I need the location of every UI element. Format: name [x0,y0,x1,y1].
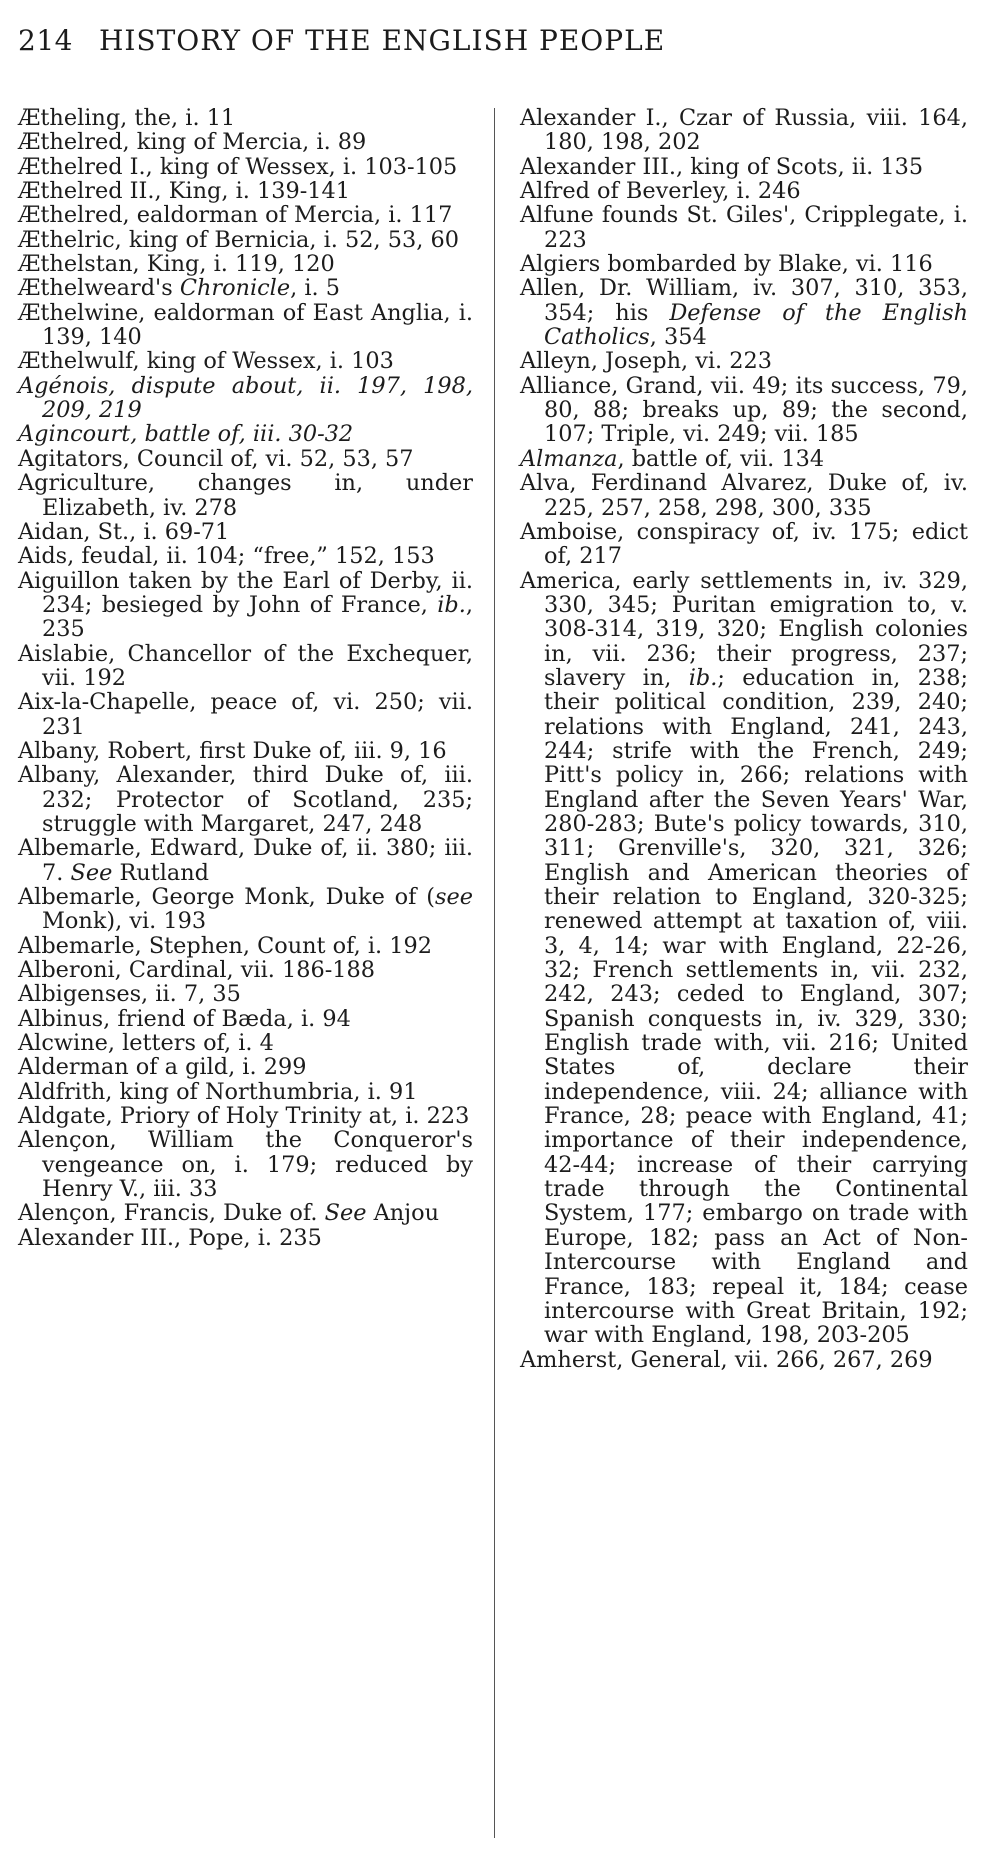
entry-text: ib. [437,591,466,618]
entry-text: Aislabie, Chancellor of the Exchequer, vii. 192 [18,640,473,691]
index-entry [18,569,473,642]
entry-text: , 235 [42,591,473,643]
index-entry [18,349,473,373]
index-entry [18,1031,473,1055]
entry-text: Aix-la-Chapelle, peace of, vi. 250; vii. 231 [18,689,473,740]
page-number: 214 [18,24,73,57]
index-entry [18,520,473,544]
index-entry [18,106,473,130]
running-header [18,24,958,72]
index-entry [18,544,473,568]
entry-text: Alençon, William the Conqueror's vengeance on, i. 179; reduced by Henry V., iii. 33 [18,1127,473,1203]
entry-text: Albemarle, Edward, Duke of, ii. 380; iii. 7. [18,835,473,886]
index-entry [18,690,473,739]
entry-text: Alcwine, letters of, i. 4 [18,1030,274,1057]
running-title: HISTORY OF THE ENGLISH PEOPLE [98,24,666,57]
entry-text: Alderman of a gild, i. 299 [18,1054,307,1081]
entry-text: Monk), vi. 193 [42,908,207,935]
index-entry [520,447,968,471]
entry-text: Æthelred, ealdorman of Mercia, i. 117 [18,202,453,229]
index-entry [18,1201,473,1225]
index-entry [520,179,968,203]
entry-text: , i. 5 [290,275,340,302]
index-entry [520,203,968,252]
entry-text: Æthelwulf, king of Wessex, i. 103 [18,348,394,375]
entry-text: Alexander III., king of Scots, ii. 135 [520,153,924,180]
entry-text: Agriculture, changes in, under Elizabeth, iv. 278 [18,470,473,521]
entry-text: Alfred of Beverley, i. 246 [520,178,801,205]
index-entry [18,982,473,1006]
index-entry [18,958,473,982]
entry-text: Aidan, St., i. 69-71 [18,518,230,545]
entry-text: Aids, feudal, ii. 104; “free,” 152, 153 [18,543,435,570]
entry-text: Alençon, Francis, Duke of. [18,1200,325,1227]
index-entry [18,885,473,934]
entry-text: Albany, Robert, first Duke of, iii. 9, 16 [18,737,447,764]
entry-text: Almanza [520,445,618,472]
entry-text: Amherst, General, vii. 266, 267, 269 [520,1346,933,1373]
index-entry [520,155,968,179]
entry-text: See [324,1200,367,1227]
entry-text: see [435,884,473,910]
entry-text: Albemarle, Stephen, Count of, i. 192 [18,932,432,959]
entry-text: , 354 [649,324,707,351]
entry-text: Alliance, Grand, vii. 49; its success, 79, 80, 88; breaks up, 89; the second, 107; Triple, vi. 249; vii. 185 [520,372,968,448]
entry-text: Algiers bombarded by Blake, vi. 116 [520,251,933,278]
index-entry [18,155,473,179]
index-entry [18,763,473,836]
entry-text: Æthelstan, King, i. 119, 120 [18,251,335,278]
entry-text: Chronicle [179,275,291,302]
entry-text: America, early settlements in, iv. 329, 330, 345; Puritan emigration to, v. 308-314, 319, 320; English colonies in, vii. 236; their progress, 237; slavery in, [520,567,968,691]
index-entry [18,1104,473,1128]
entry-text: Anjou [366,1200,440,1227]
index-entry [520,349,968,373]
entry-text: Agitators, Council of, vi. 52, 53, 57 [18,445,414,472]
index-entry [18,836,473,885]
index-entry [520,471,968,520]
index-entry [18,252,473,276]
index-entry [18,422,473,446]
entry-text: Alfune founds St. Giles', Cripplegate, i. 223 [520,202,968,253]
entry-text: ; education in, 238; their political condition, 239, 240; relations with England, 241, 243, 244; strife with the French, 249; Pitt's policy in, 266; relations with England after the Seven Years' War, 280-283; Bute's policy towards, 310, 311; Grenville's, 320, 321, 326; English and American theories of their relation to England, 320-325; renewed attempt at taxation of, viii. 3, 4, 14; war with England, 22-26, 32; French settlements in, vii. 232, 242, 243; ceded to England, 307; Spanish conquests in, iv. 329, 330; English trade with, vii. 216; United States of, declare their independence, viii. 24; alliance with France, 28; peace with England, 41; importance of their independence, 42-44; increase of their carrying trade through the Continental System, 177; embargo on trade with Europe, 182; pass an Act of Non-Intercourse with England and France, 183; repeal it, 184; cease intercourse with Great Britain, 192; war with England, 198, 203-205 [544,664,968,1349]
entry-text: Albigenses, ii. 7, 35 [18,981,241,1008]
entry-text: See [70,859,113,886]
index-entry [18,228,473,252]
index-entry [18,934,473,958]
entry-text: Alexander I., Czar of Russia, viii. 164, 180, 198, 202 [520,105,968,156]
index-column-left [18,106,473,1250]
index-entry [18,301,473,350]
index-entry [520,106,968,155]
entry-text: Rutland [112,859,209,886]
index-entry [18,179,473,203]
entry-text: Allen, Dr. William, iv. 307, 310, 353, 354; his [520,275,968,326]
index-entry [18,1055,473,1079]
index-entry [18,471,473,520]
index-entry [18,374,473,423]
index-entry [18,739,473,763]
index-entry [520,520,968,569]
index-entry [520,1348,968,1372]
index-entry [520,374,968,447]
entry-text: Aldgate, Priory of Holy Trinity at, i. 223 [18,1103,470,1130]
entry-text: Aldfrith, king of Northumbria, i. 91 [18,1078,418,1105]
entry-text: Æthelred, king of Mercia, i. 89 [18,129,367,156]
entry-text: Defense of the English Catholics [544,299,968,351]
index-entry [520,276,968,349]
index-entry [18,642,473,691]
index-entry [18,130,473,154]
index-entry [520,252,968,276]
entry-text: Agénois, dispute about, ii. 197, 198, 209, 219 [18,372,473,424]
entry-text: Æthelred II., King, i. 139-141 [18,178,351,205]
entry-text: Amboise, conspiracy of, iv. 175; edict of, 217 [520,518,968,570]
entry-text: Æthelric, king of Bernicia, i. 52, 53, 60 [18,226,459,253]
entry-text: Æthelwine, ealdorman of East Anglia, i. 139, 140 [18,299,473,351]
entry-text: Aiguillon taken by the Earl of Derby, ii. 234; besieged by John of France, [18,567,473,618]
entry-text: Alberoni, Cardinal, vii. 186-188 [18,957,376,984]
index-entry [18,1007,473,1031]
entry-text: Agincourt, battle of, iii. 30-32 [18,421,354,448]
entry-text: Ætheling, the, i. 11 [18,105,236,131]
entry-text: , battle of, vii. 134 [617,445,825,472]
column-divider [494,108,495,1838]
index-entry [18,203,473,227]
entry-text: Alva, Ferdinand Alvarez, Duke of, iv. 225, 257, 258, 298, 300, 335 [520,470,968,521]
entry-text: Alexander III., Pope, i. 235 [18,1224,322,1251]
entry-text: Albinus, friend of Bæda, i. 94 [18,1005,351,1032]
entry-text: ib. [688,664,718,691]
index-entry [18,1226,473,1250]
entry-text: Albemarle, George Monk, Duke of ( [18,884,435,910]
index-column-right [520,106,968,1372]
entry-text: Æthelred I., king of Wessex, i. 103-105 [18,153,458,180]
entry-text: Æthelweard's [18,275,180,302]
index-entry [18,1128,473,1201]
index-entry [18,447,473,471]
entry-text: Albany, Alexander, third Duke of, iii. 232; Protector of Scotland, 235; struggle with Margaret, 247, 248 [18,762,473,837]
index-entry [520,569,968,1348]
index-entry [18,276,473,300]
index-entry [18,1080,473,1104]
entry-text: Alleyn, Joseph, vi. 223 [520,348,773,375]
